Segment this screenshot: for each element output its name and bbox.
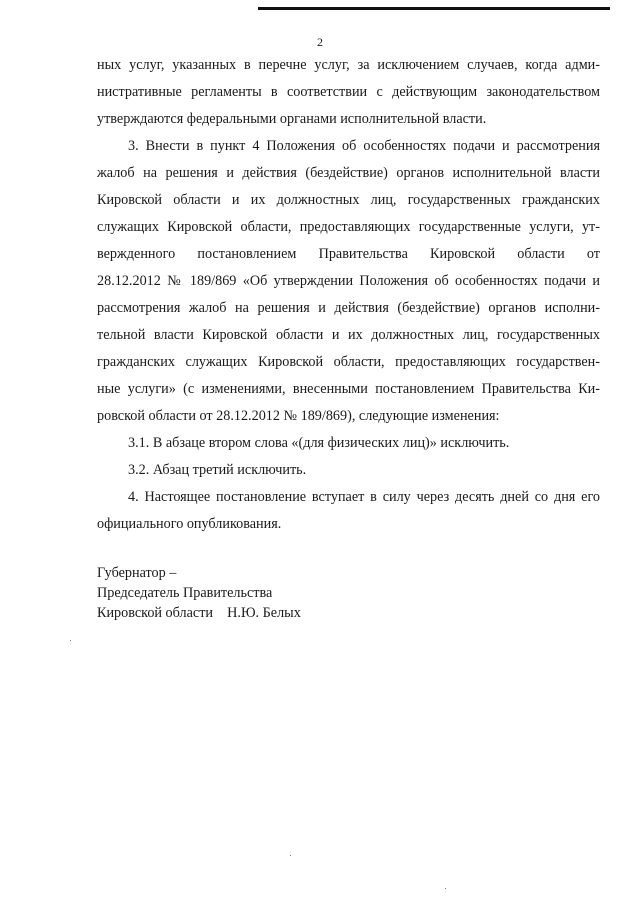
header-rule <box>258 7 610 10</box>
text-line: утверждаются федеральными органами исполнительной власти. <box>97 111 487 127</box>
text-line: служащих Кировской области, предоставляющих государственные услуги, ут- <box>97 219 600 235</box>
item-3-2: 3.2. Абзац третий исключить. <box>128 462 307 478</box>
paragraph-continuation <box>97 52 600 133</box>
text-line: жалоб на решения и действия (бездействие) органов исполнительной власти <box>97 165 600 181</box>
text-line: нистративные регламенты в соответствии с действующим законодательством <box>97 84 600 100</box>
signature-block <box>97 563 301 623</box>
text-line: Кировской области и их должностных лиц, государственных гражданских <box>97 192 600 208</box>
text-line: ных услуг, указанных в перечне услуг, за исключением случаев, когда адми- <box>97 57 600 73</box>
text-line: 3. Внести в пункт 4 Положения об особенностях подачи и рассмотрения <box>128 138 600 154</box>
signature-position: Председатель Правительства <box>97 585 273 601</box>
text-line: гражданских служащих Кировской области, предоставляющих государствен- <box>97 354 600 370</box>
text-line: 4. Настоящее постановление вступает в силу через десять дней со дня его <box>128 489 600 505</box>
text-line: официального опубликования. <box>97 516 282 532</box>
text-line: 28.12.2012 № 189/869 «Об утверждении Положения об особенностях подачи и <box>97 273 600 289</box>
scan-speck <box>70 640 71 641</box>
text-line: тельной власти Кировской области и их должностных лиц, государственных <box>97 327 600 343</box>
signature-name: Кировской области Н.Ю. Белых <box>97 605 301 621</box>
item-3-1: 3.1. В абзаце втором слова «(для физических лиц)» исключить. <box>128 435 510 451</box>
document-body <box>97 52 600 538</box>
paragraph-4 <box>97 484 600 538</box>
text-line: ные услуги» (с изменениями, внесенными постановлением Правительства Ки- <box>97 381 600 397</box>
text-line: рассмотрения жалоб на решения и действия (бездействие) органов исполни- <box>97 300 600 316</box>
text-line: вержденного постановлением Правительства Кировской области от <box>97 246 600 262</box>
text-line: ровской области от 28.12.2012 № 189/869), следующие изменения: <box>97 408 500 424</box>
scan-speck <box>290 855 291 856</box>
scan-speck <box>445 888 446 889</box>
page-number: 2 <box>317 35 323 49</box>
paragraph-3 <box>97 133 600 430</box>
signature-title: Губернатор – <box>97 565 177 581</box>
